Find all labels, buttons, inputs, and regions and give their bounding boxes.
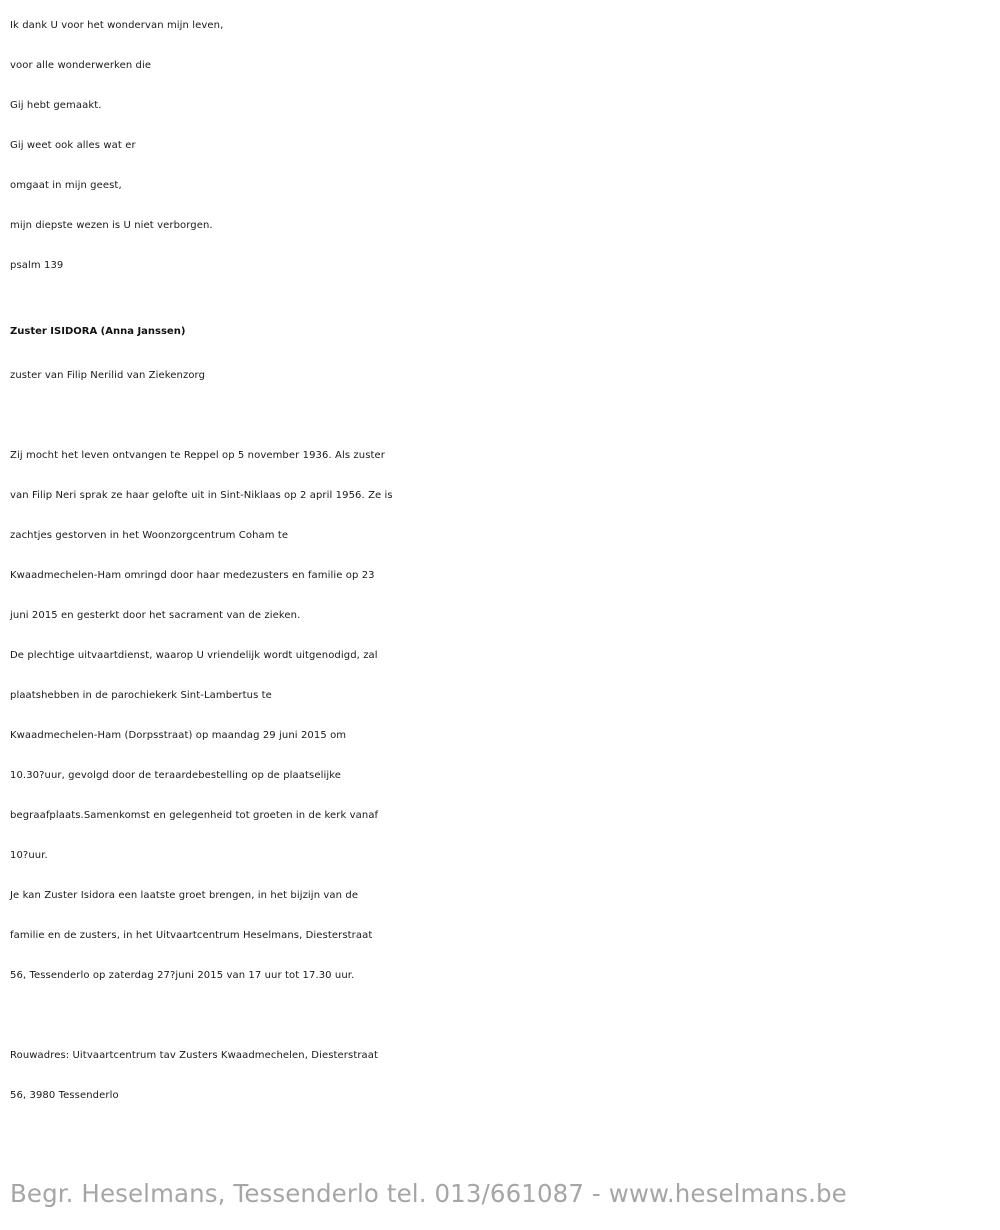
poem-line: omgaat in mijn geest, <box>10 180 122 191</box>
announcement-line: familie en de zusters, in het Uitvaartcentrum Heselmans, Diesterstraat <box>10 930 373 941</box>
announcement-line: Kwaadmechelen-Ham (Dorpsstraat) op maandag 29 juni 2015 om <box>10 730 347 741</box>
announcement-line: Je kan Zuster Isidora een laatste groet brengen, in het bijzijn van de <box>10 890 359 901</box>
poem-block <box>10 6 995 286</box>
announcement-text <box>10 436 995 996</box>
announcement-line: juni 2015 en gesterkt door het sacrament van de zieken. <box>10 610 301 621</box>
announcement-line: plaatshebben in de parochiekerk Sint-Lambertus te <box>10 690 272 701</box>
poem-line: mijn diepste wezen is U niet verborgen. <box>10 220 213 231</box>
announcement-line: Zij mocht het leven ontvangen te Reppel op 5 november 1936. Als zuster <box>10 450 386 461</box>
announcement-line: 56, Tessenderlo op zaterdag 27?juni 2015 van 17 uur tot 17.30 uur. <box>10 970 355 981</box>
poem-source: psalm 139 <box>10 260 64 271</box>
announcement-line: 10.30?uur, gevolgd door de teraardebestelling op de plaatselijke <box>10 770 341 781</box>
mourning-address <box>10 1036 995 1116</box>
obituary-page <box>10 6 995 1116</box>
announcement-line: Kwaadmechelen-Ham omringd door haar medezusters en familie op 23 <box>10 570 375 581</box>
announcement-line: van Filip Neri sprak ze haar gelofte uit in Sint-Niklaas op 2 april 1956. Ze is <box>10 490 393 501</box>
announcement-line: 10?uur. <box>10 850 48 861</box>
address-line: Rouwadres: Uitvaartcentrum tav Zusters Kwaadmechelen, Diesterstraat <box>10 1050 379 1061</box>
deceased-name: Zuster ISIDORA (Anna Janssen) <box>10 326 186 337</box>
announcement-line: begraafplaats.Samenkomst en gelegenheid tot groeten in de kerk vanaf <box>10 810 379 821</box>
poem-line: Gij weet ook alles wat er <box>10 140 136 151</box>
announcement-line: De plechtige uitvaartdienst, waarop U vriendelijk wordt uitgenodigd, zal <box>10 650 378 661</box>
deceased-subtitle: zuster van Filip Nerilid van Ziekenzorg <box>10 370 206 381</box>
poem-line: voor alle wonderwerken die <box>10 60 152 71</box>
address-line: 56, 3980 Tessenderlo <box>10 1090 119 1101</box>
funeral-home-footer: Begr. Heselmans, Tessenderlo tel. 013/661087 - www.heselmans.be <box>10 1179 847 1208</box>
poem-line: Gij hebt gemaakt. <box>10 100 102 111</box>
poem-line: Ik dank U voor het wondervan mijn leven, <box>10 20 224 31</box>
announcement-line: zachtjes gestorven in het Woonzorgcentrum Coham te <box>10 530 289 541</box>
